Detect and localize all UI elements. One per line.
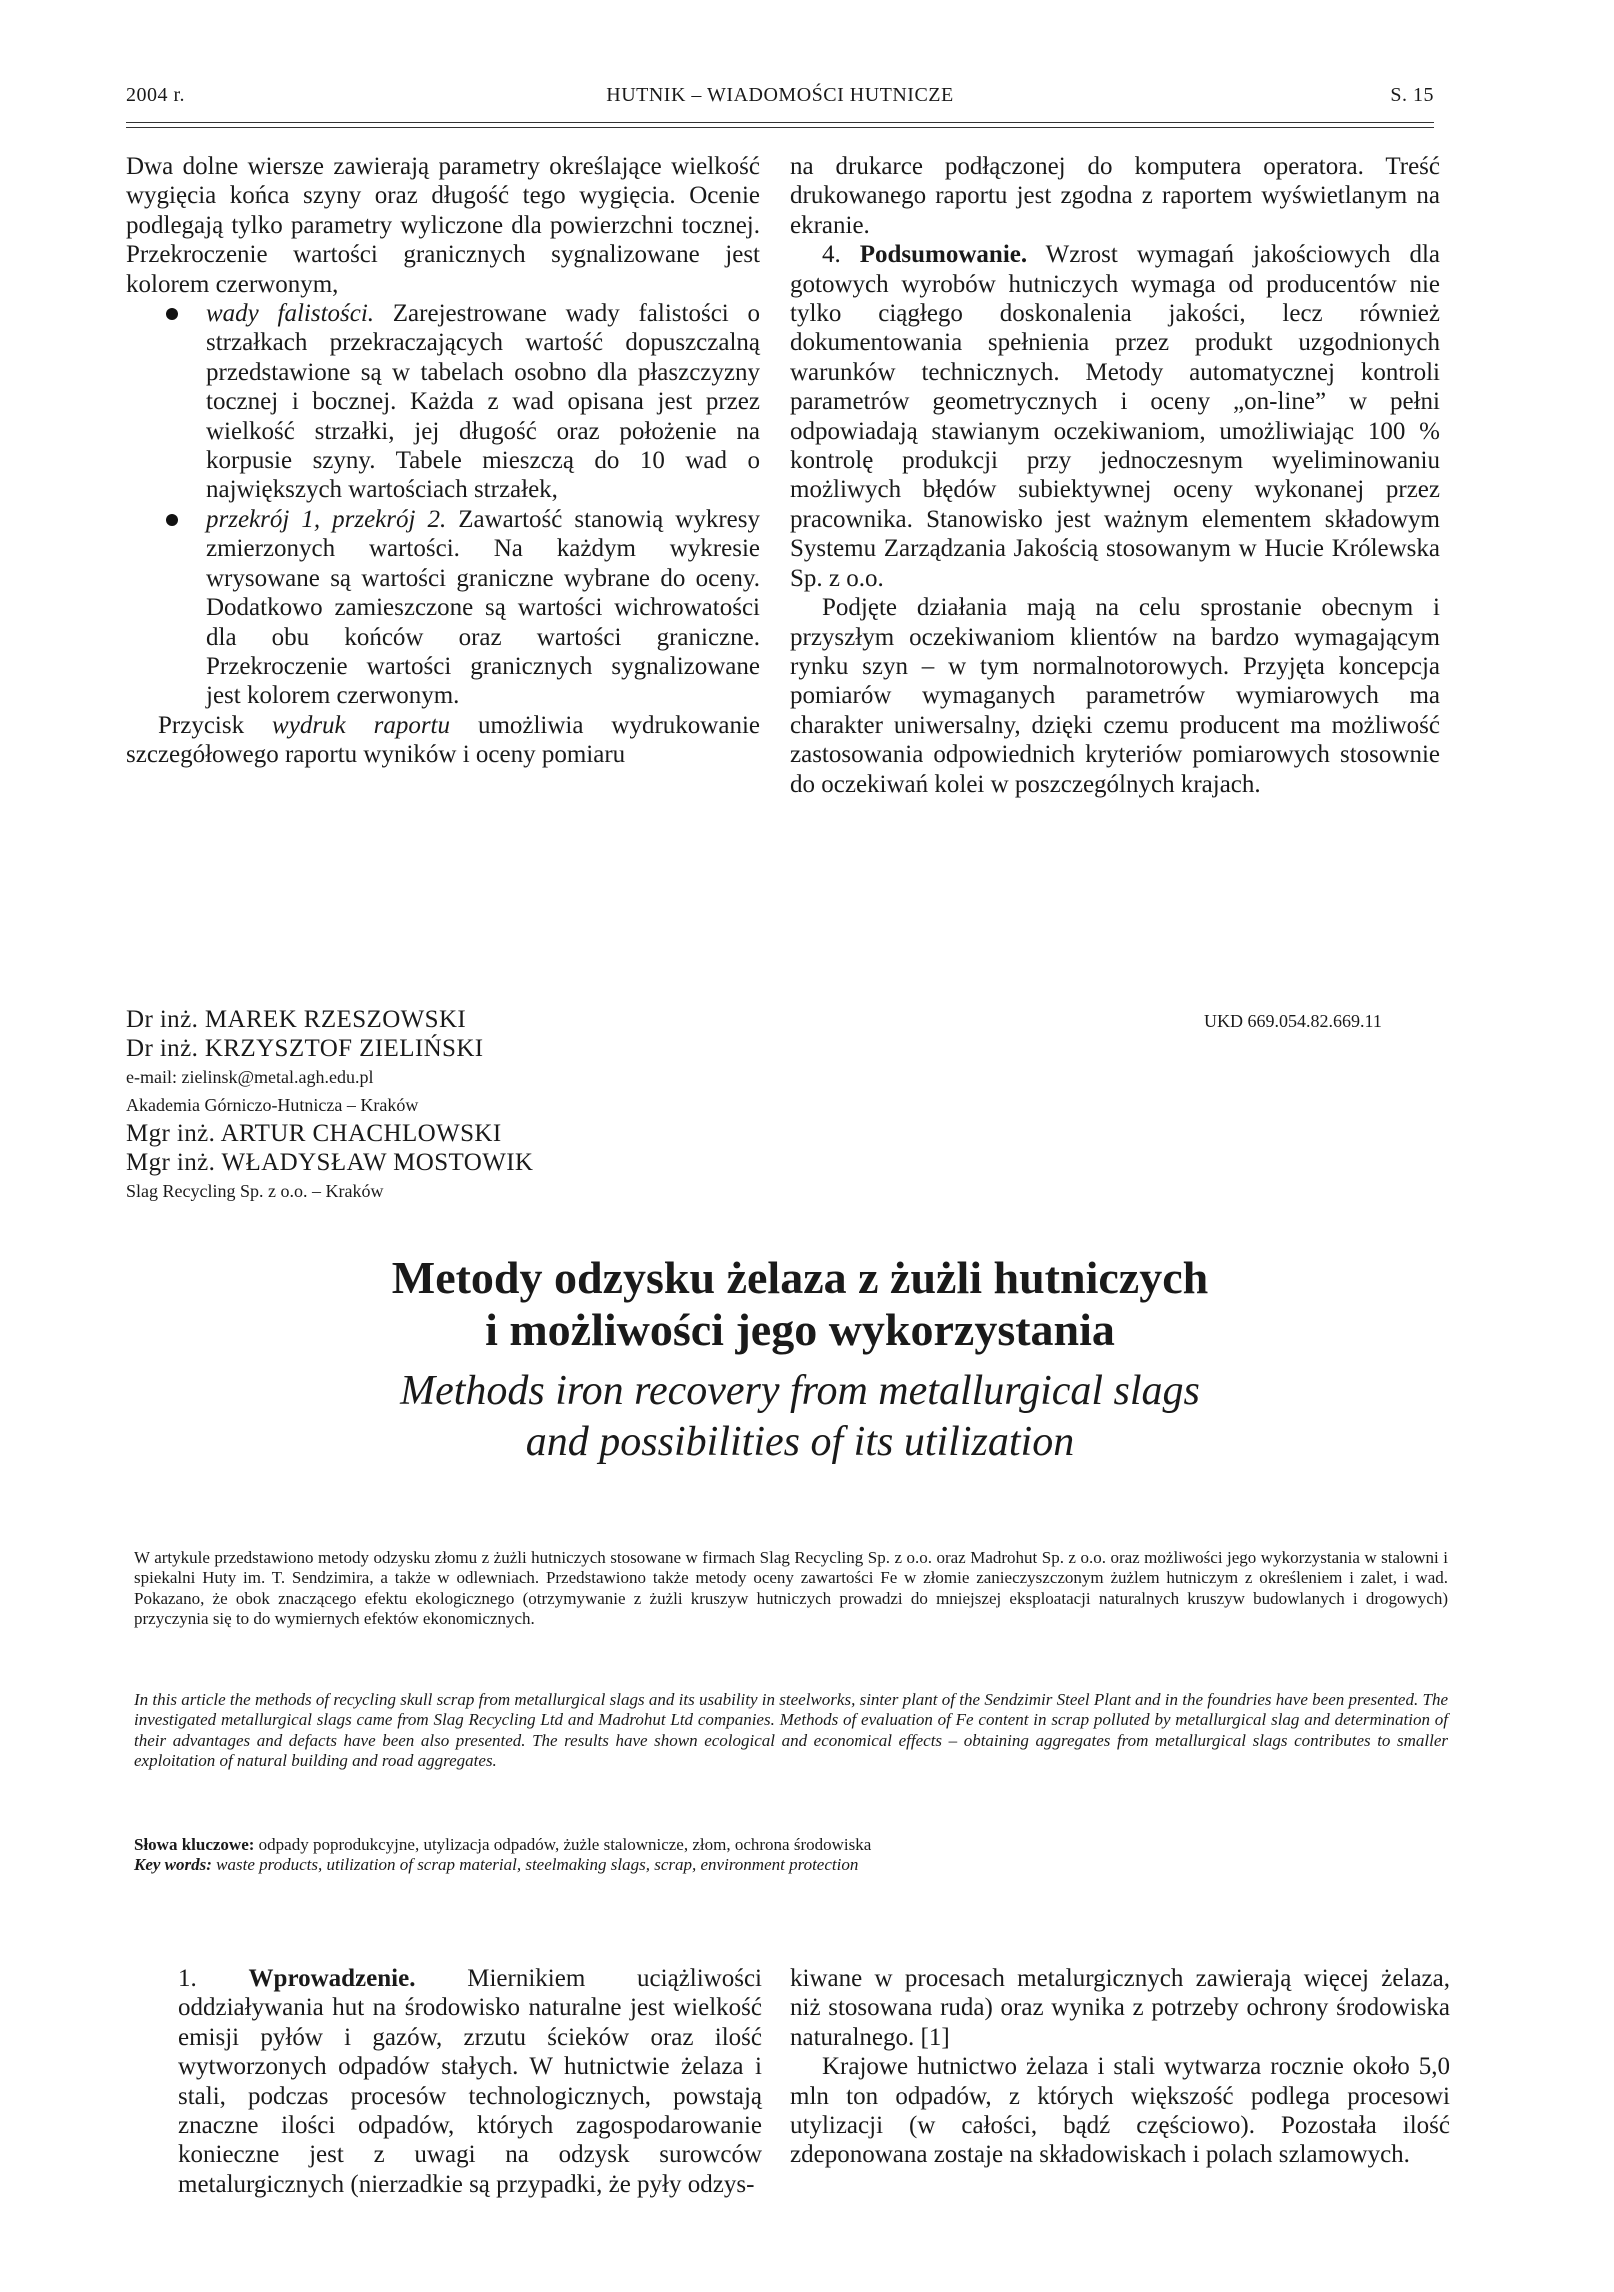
paragraph [126,711,760,770]
right-column-top [790,152,1440,799]
header-rule-bottom [126,127,1434,128]
text-run: umożliwia wydrukowanie szczegółowego raportu wyników i oceny pomiaru [126,711,760,769]
author-name: Dr inż. MAREK RZESZOWSKI [126,1006,467,1033]
section-1 [178,1964,762,2199]
header-rule-top [126,122,1434,123]
paragraph: Podjęte działania mają na celu sprostanie obecnym i przyszłym oczekiwaniom klientów na bardzo wymagającym rynku szyn – w tym normalnotorowych. Przyjęta koncepcja pomiarów wymaganych parametrów wymiarowych ma charakter uniwersalny, dzięki czemu producent ma możliwość zastosowania odpowiednich kryteriów pomiarowych stosownie do oczekiwań kolei w poszczególnych krajach. [790,594,1440,798]
paragraph: Krajowe hutnictwo żelaza i stali wytwarza rocznie około 5,0 mln ton odpadów, z których większość podlega procesowi utylizacji (w całości, bądź częściowo). Pozostała ilość zdeponowana zostaje na składowiskach i polach szlamowych. [790,2053,1450,2169]
keywords-label: Key words: [134,1855,212,1874]
text-run: Przycisk [158,711,273,739]
emphasis: wydruk raportu [272,711,450,739]
author-affiliation: Akademia Górniczo-Hutnicza – Kraków [126,1095,419,1115]
bullet-text: Zarejestrowane wady falistości o strzałkach przekraczających wartość dopuszczalną przedstawione są w tabelach osobno dla płaszczyzny tocznej i bocznej. Każda z wad opisana jest przez wielkość strzałki, jej długość oraz położenie na korpusie szyny. Tabele mieszczą do 10 wad o największych wartościach strzałek, [206,300,760,504]
title-line: Methods iron recovery from metallurgical slags [400,1368,1200,1414]
keywords-text: waste products, utilization of scrap material, steelmaking slags, scrap, environment protection [211,1855,859,1874]
left-column-bottom [178,1964,762,2199]
section-text: Miernikiem uciążliwości oddziaływania hut na środowisko naturalne jest wielkość emisji pyłów i gazów, zrzutu ścieków oraz ilość wytworzonych odpadów stałych. W hutnictwie żelaza i stali, podczas procesów technologicznych, powstają znaczne ilości odpadów, których zagospodarowanie konieczne jest z uwagi na odzysk surowców metalurgicznych (nierzadkie są przypadki, że pyły odzys- [178,1965,763,2198]
ukd-code: UKD 669.054.82.669.11 [1204,1011,1382,1031]
article-title-en [200,1366,1400,1468]
author-block [126,1005,826,1205]
author-name: Mgr inż. WŁADYSŁAW MOSTOWIK [126,1149,534,1176]
section-text: Wzrost wymagań jakościowych dla gotowych wyrobów hutniczych wymaga od producentów nie tylko ciągłego doskonalenia jakości, lecz również dokumentowania spełnienia przez produkt uzgodnionych warunków technicznych. Metody automatycznej kontroli parametrów geometrycznych i oceny „on-line” w pełni odpowiadają stawianym oczekiwaniom, umożliwiając 100 % kontrolę produkcji przy jednoczesnym wyeliminowaniu możliwych błędów subiektywnej oceny wykonanej przez pracownika. Stanowisko jest ważnym elementem składowym Systemu Zarządzania Jakością stosowanym w Hucie Królewska Sp. z o.o. [790,241,1440,592]
bullet-term: wady falistości. [206,300,375,328]
keywords-text: odpady poprodukcyjne, utylizacja odpadów, żużle stalownicze, złom, ochrona środowiska [254,1835,872,1854]
section-number: 1. [178,1965,249,1992]
author-affiliation: Slag Recycling Sp. z o.o. – Kraków [126,1181,384,1201]
title-line: and possibilities of its utilization [525,1419,1075,1465]
header-page-number: S. 15 [1390,84,1434,106]
paragraph: na drukarce podłączonej do komputera operatora. Treść drukowanego raportu jest zgodna z raportem wyświetlanym na ekranie. [790,153,1440,239]
abstract-en: In this article the methods of recycling skull scrap from metallurgical slags and its usability in steelworks, sinter plant of the Sendzimir Steel Plant and in the foundries have been presented. The investigated metallurgical slags came from Slag Recycling Ltd and Madrohut Ltd companies. Methods of evaluation of Fe content in scrap polluted by metallurgical slag and determination of their advantages and defacts have been also presented. The results have shown ecological and economical effects – obtaining aggregates from metallurgical slags contributes to smaller exploitation of natural building and road aggregates. [134,1690,1448,1771]
keywords-pl [134,1835,1448,1855]
bullet-item [126,505,760,711]
left-column-top [126,152,760,770]
paragraph: kiwane w procesach metalurgicznych zawierają więcej żelaza, niż stosowana ruda) oraz wynika z potrzeby ochrony środowiska naturalnego. [1] [790,1965,1450,2051]
section-title: Podsumowanie. [859,241,1028,269]
keywords-label: Słowa kluczowe: [134,1835,255,1854]
article-title-pl [200,1252,1400,1356]
running-header [126,84,1434,114]
right-column-bottom [790,1964,1450,2170]
bullet-icon [166,514,178,526]
bullet-icon [166,308,178,320]
bullet-item [126,299,760,505]
keywords-en [134,1855,1448,1875]
bullet-text: Zawartość stanowią wykresy zmierzonych wartości. Na każdym wykresie wrysowane są wartości graniczne wybrane do oceny. Dodatkowo zamieszczone są wartości wichrowatości dla obu końców oraz wartości graniczne. Przekroczenie wartości granicznych sygnalizowane jest kolorem czerwonym. [206,505,760,710]
abstract-pl: W artykule przedstawiono metody odzysku złomu z żużli hutniczych stosowane w firmach Slag Recycling Sp. z o.o. oraz Madrohut Sp. z o.o. oraz możliwości jego wykorzystania w stalowni i spiekalni Huty im. T. Sendzimira, a także w odlewniach. Przedstawiono także metody oceny zawartości Fe w złomie zanieczyszczonym żużlem hutniczym z określeniem i zalet, i wad. Pokazano, że obok znaczącego efektu ekologicznego (otrzymywanie z żużli kruszyw hutniczych prowadzi do mniejszej eksploatacji naturalnych kruszyw budowlanych i drogowych) przyczynia się to do wymiernych efektów ekonomicznych. [134,1548,1448,1629]
author-name: Dr inż. KRZYSZTOF ZIELIŃSKI [126,1035,484,1062]
title-line: Metody odzysku żelaza z żużli hutniczych [391,1252,1209,1303]
section-4 [790,240,1440,593]
bullet-term: przekrój 1, przekrój 2. [206,505,447,533]
title-line: i możliwości jego wykorzystania [485,1304,1115,1355]
author-name: Mgr inż. ARTUR CHACHLOWSKI [126,1120,502,1147]
section-title: Wprowadzenie. [248,1965,416,1992]
section-number: 4. [822,241,860,269]
header-journal: HUTNIK – WIADOMOŚCI HUTNICZE [606,84,954,106]
paragraph: Dwa dolne wiersze zawierają parametry określające wielkość wygięcia końca szyny oraz długość tego wygięcia. Ocenie podlegają tylko parametry wyliczone dla powierzchni tocznej. Przekroczenie wartości granicznych sygnalizowane jest kolorem czerwonym, [126,153,760,298]
header-year: 2004 r. [126,84,186,106]
author-email: e-mail: zielinsk@metal.agh.edu.pl [126,1067,374,1087]
